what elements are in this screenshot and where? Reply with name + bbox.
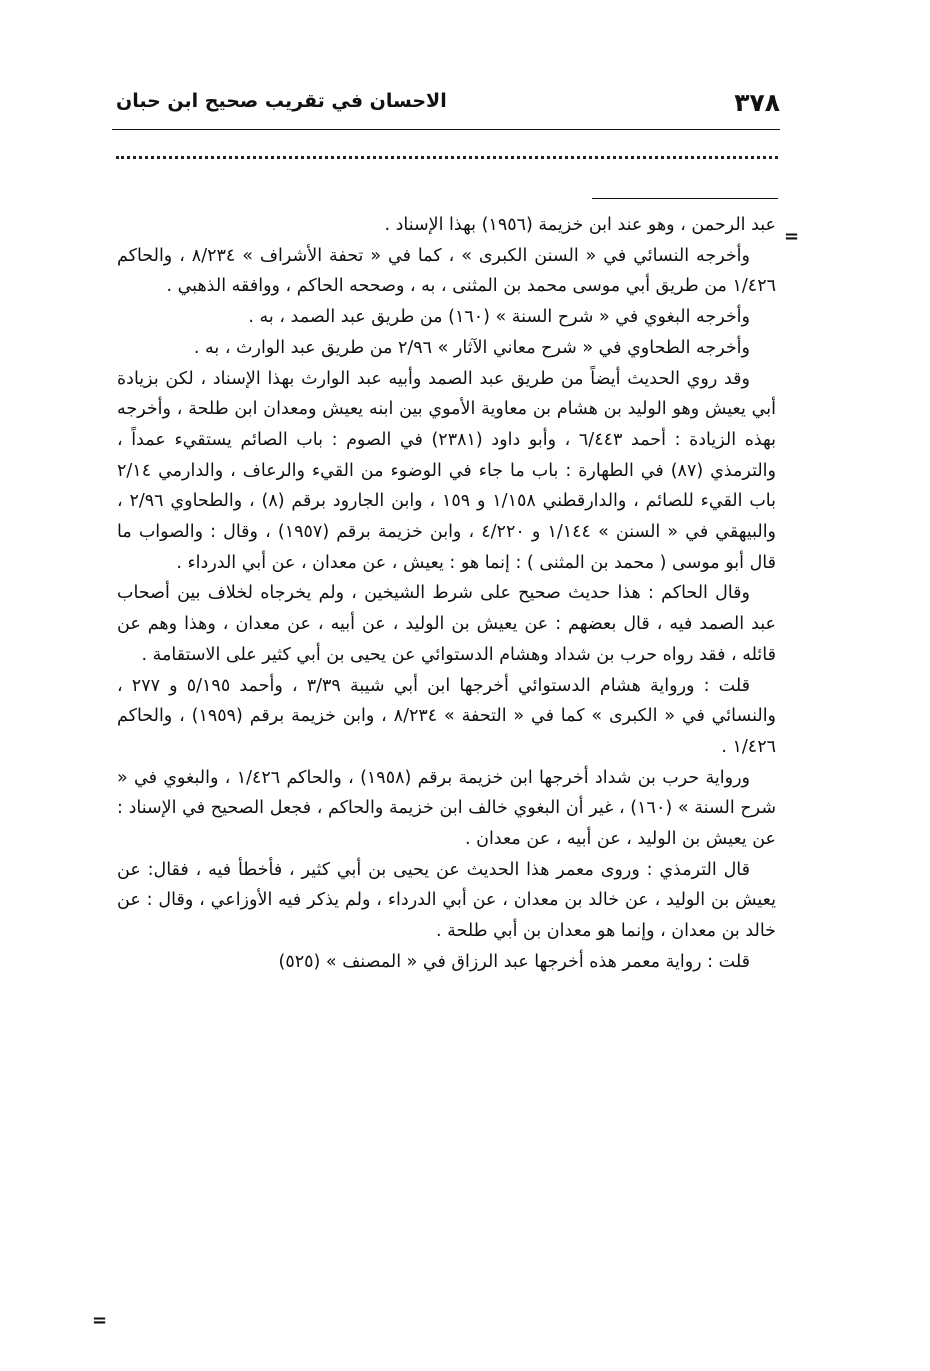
paragraph: وأخرجه الطحاوي في « شرح معاني الآثار » ٢/٩٦ من طريق عبد الوارث ، به .	[193, 337, 750, 358]
paragraph: قال الترمذي : وروى معمر هذا الحديث عن يحيى بن أبي كثير ، فأخطأ فيه ، فقال: عن يعيش بن الوليد ، عن خالد بن معدان ، عن أبي الدرداء ، ولم يذكر فيه الأوزاعي ، وقال : عن خالد بن معدان ، وإنما هو معدان بن أبي طلحة .	[117, 859, 776, 942]
page-header	[112, 82, 780, 126]
paragraph: وأخرجه البغوي في « شرح السنة » (١٦٠) من طريق عبد الصمد ، به .	[248, 307, 750, 328]
paragraph: قلت : رواية معمر هذه أخرجها عبد الرزاق في « المصنف » (٥٢٥)	[278, 951, 750, 972]
paragraph: قلت : ورواية هشام الدستوائي أخرجها ابن أبي شيبة ٣/٣٩ ، وأحمد ٥/١٩٥ و ٢٧٧ ، والنسائي في « الكبرى » كما في « التحفة » ٨/٢٣٤ ، وابن خزيمة برقم (١٩٥٩) ، والحاكم ١/٤٢٦ .	[117, 675, 777, 757]
header-rule	[112, 129, 780, 130]
paragraph: ورواية حرب بن شداد أخرجها ابن خزيمة برقم (١٩٥٨) ، والحاكم ١/٤٢٦ ، والبغوي في « شرح السنة » (١٦٠) ، غير أن البغوي خالف ابن خزيمة والحاكم ، فجعل الصحيح في الإسناد : عن يعيش بن الوليد ، عن أبيه ، عن معدان .	[117, 767, 776, 850]
dotted-separator	[116, 156, 778, 159]
continuation-mark-bottom: =	[92, 1310, 108, 1331]
page-number: ٣٧٨	[734, 88, 780, 117]
running-title: الاحسان في تقريب صحيح ابن حبان	[116, 90, 447, 112]
paragraph: وأخرجه النسائي في « السنن الكبرى » ، كما في « تحفة الأشراف » ٨/٢٣٤ ، والحاكم ١/٤٢٦ من طريق أبي موسى محمد بن المثنى ، به ، وصححه الحاكم ، ووافقه الذهبي .	[117, 245, 776, 297]
paragraph: عبد الرحمن ، وهو عند ابن خزيمة (١٩٥٦) بهذا الإسناد .	[384, 215, 776, 235]
continuation-mark-top: =	[784, 226, 800, 247]
footnote-rule	[592, 198, 778, 199]
paragraph: وقد روي الحديث أيضاً من طريق عبد الصمد وأبيه عبد الوارث بهذا الإسناد ، لكن بزيادة أبي يعيش وهو الوليد بن هشام بن معاوية الأموي بين ابنه يعيش ومعدان ابن طلحة ، وأخرجه بهذه الزيادة : أحمد ٦/٤٤٣ ، وأبو داود (٢٣٨١) في الصوم : باب الصائم يستقيء عمداً ، والترمذي (٨٧) في الطهارة : باب ما جاء في الوضوء من القيء والرعاف ، والدارمي ٢/١٤ باب القيء للصائم ، والدارقطني ١/١٥٨ و ١٥٩ ، وابن الجارود برقم (٨) ، والطحاوي ٢/٩٦ ، والبيهقي في « السنن » ١/١٤٤ و ٤/٢٢٠ ، وابن خزيمة برقم (١٩٥٧) ، وقال : والصواب ما قال أبو موسى ( محمد بن المثنى ) : إنما هو : يعيش ، عن معدان ، عن أبي الدرداء .	[117, 368, 777, 573]
footnote-text	[117, 210, 776, 978]
paragraph: وقال الحاكم : هذا حديث صحيح على شرط الشيخين ، ولم يخرجاه لخلاف بين أصحاب عبد الصمد فيه ، قال بعضهم : عن يعيش بن الوليد ، عن أبيه ، عن معدان ، وهذا وهم عن قائله ، فقد رواه حرب بن شداد وهشام الدستوائي عن يحيى بن أبي كثير على الاستقامة .	[117, 583, 776, 665]
